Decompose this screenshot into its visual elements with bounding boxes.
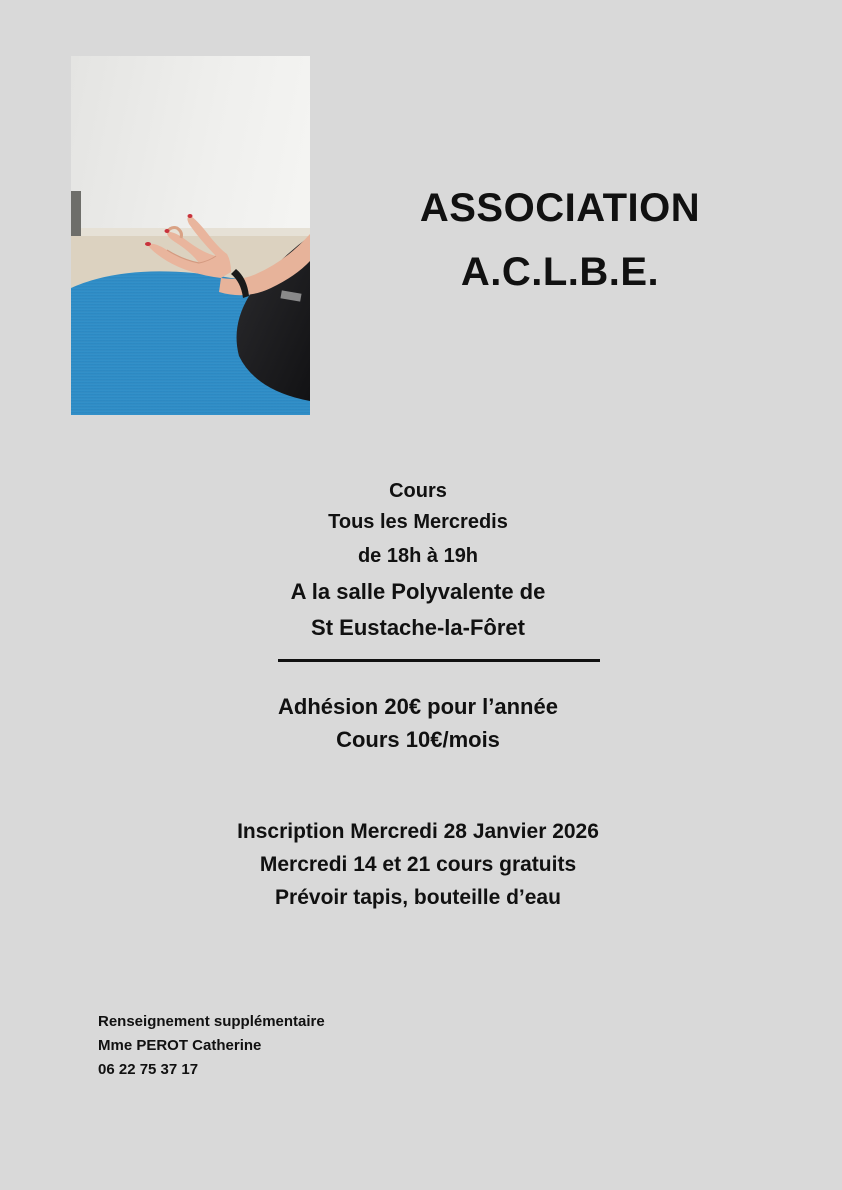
yoga-meditation-illustration <box>71 56 310 415</box>
association-name: A.C.L.B.E. <box>460 250 660 294</box>
free-classes: Mercredi 14 et 21 cours gratuits <box>259 853 577 876</box>
courses-hours: de 18h à 19h <box>357 545 479 567</box>
contact-heading: Renseignement supplémentaire <box>98 1013 325 1030</box>
courses-label: Cours <box>389 480 447 502</box>
bring-items: Prévoir tapis, bouteille d’eau <box>275 886 561 909</box>
monthly-fee: Cours 10€/mois <box>336 727 500 752</box>
venue-line-1: A la salle Polyvalente de <box>290 579 546 604</box>
membership-fee: Adhésion 20€ pour l’année <box>278 694 558 719</box>
association-title: ASSOCIATION <box>419 186 701 230</box>
courses-days: Tous les Mercredis <box>328 511 508 533</box>
section-divider <box>278 659 600 662</box>
yoga-photo <box>71 56 310 415</box>
registration-date: Inscription Mercredi 28 Janvier 2026 <box>237 820 599 843</box>
venue-line-2: St Eustache-la-Fôret <box>311 615 525 640</box>
contact-name: Mme PEROT Catherine <box>98 1037 262 1054</box>
contact-phone: 06 22 75 37 17 <box>98 1061 199 1078</box>
